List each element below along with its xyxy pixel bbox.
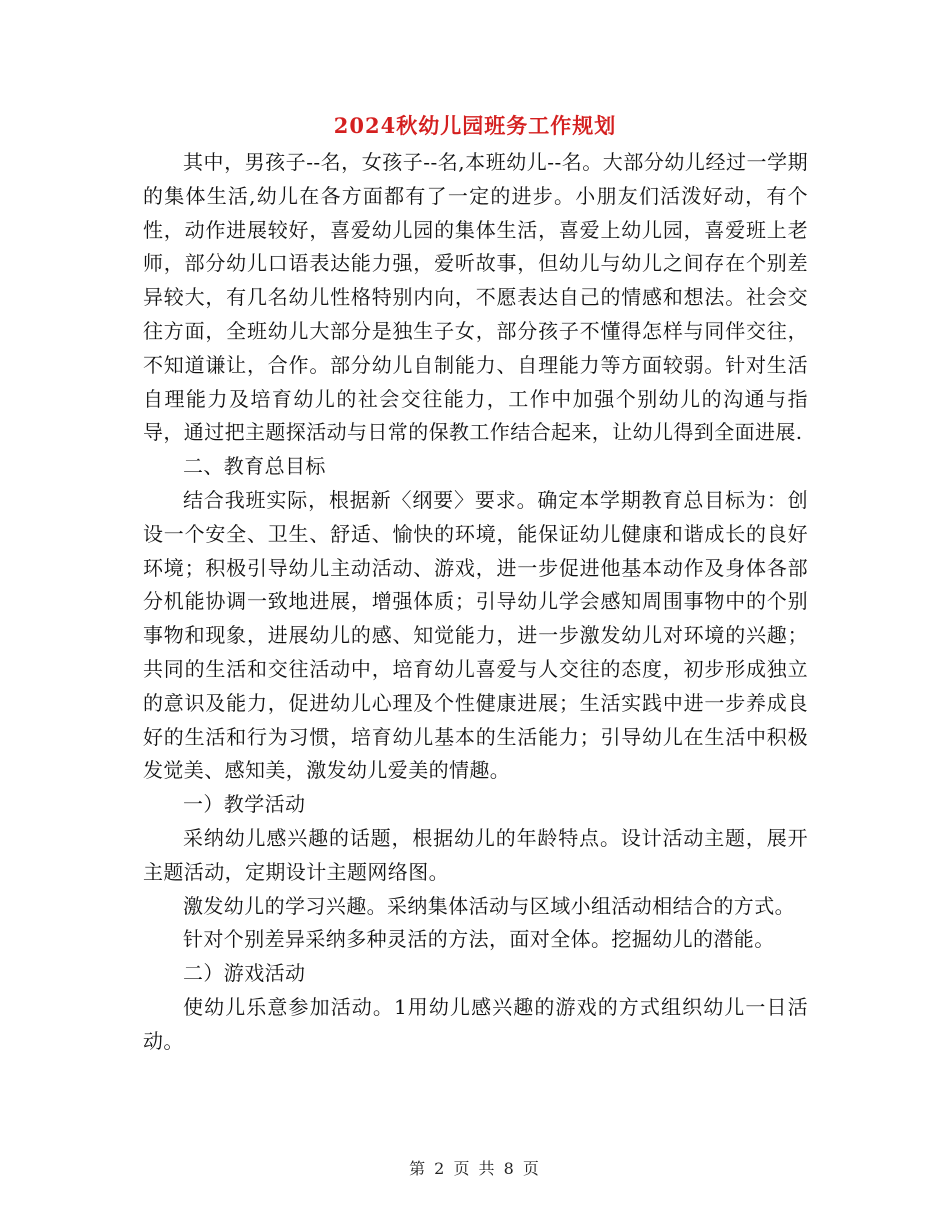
heading-game-activities: 二）游戏活动	[183, 961, 306, 986]
paragraph-teaching-1: 采纳幼儿感兴趣的话题，根据幼儿的年龄特点。设计活动主题，展开主题活动，定期设计主题网络图。	[143, 825, 808, 884]
document-body	[143, 146, 808, 1059]
document-title: 2024秋幼儿园班务工作规划	[333, 113, 617, 138]
heading-teaching-activities: 一）教学活动	[183, 792, 306, 817]
heading-education-goals: 二、教育总目标	[183, 454, 326, 479]
page-number-footer: 第 2 页 共 8 页	[409, 1159, 541, 1178]
paragraph-class-overview: 其中，男孩子--名，女孩子--名,本班幼儿--名。大部分幼儿经过一学期的集体生活,幼儿在各方面都有了一定的进步。小朋友们活泼好动，有个性，动作进展较好，喜爱幼儿园的集体生活，喜爱上幼儿园，喜爱班上老师，部分幼儿口语表达能力强，爱听故事，但幼儿与幼儿之间存在个别差异较大，有几名幼儿性格特别内向，不愿表达自己的情感和想法。社会交往方面，全班幼儿大部分是独生子女，部分孩子不懂得怎样与同伴交往，不知道谦让，合作。部分幼儿自制能力、自理能力等方面较弱。针对生活自理能力及培育幼儿的社会交往能力，工作中加强个别幼儿的沟通与指导，通过把主题探活动与日常的保教工作结合起来，让幼儿得到全面进展.	[143, 150, 808, 445]
paragraph-teaching-3: 针对个别差异采纳多种灵活的方法，面对全体。挖掘幼儿的潜能。	[183, 927, 775, 952]
paragraph-game-1: 使幼儿乐意参加活动。1用幼儿感兴趣的游戏的方式组织幼儿一日活动。	[143, 994, 808, 1053]
paragraph-education-goals: 结合我班实际，根据新〈纲要〉要求。确定本学期教育总目标为：创设一个安全、卫生、舒适、愉快的环境，能保证幼儿健康和谐成长的良好环境；积极引导幼儿主动活动、游戏，进一步促进他基本动作及身体各部分机能协调一致地进展，增强体质；引导幼儿学会感知周围事物中的个别事物和现象，进展幼儿的感、知觉能力，进一步激发幼儿对环境的兴趣；共同的生活和交往活动中，培育幼儿喜爱与人交往的态度，初步形成独立的意识及能力，促进幼儿心理及个性健康进展；生活实践中进一步养成良好的生活和行为习惯，培育幼儿基本的生活能力；引导幼儿在生活中积极发觉美、感知美，激发幼儿爱美的情趣。	[143, 487, 808, 783]
paragraph-teaching-2: 激发幼儿的学习兴趣。采纳集体活动与区域小组活动相结合的方式。	[183, 893, 795, 918]
